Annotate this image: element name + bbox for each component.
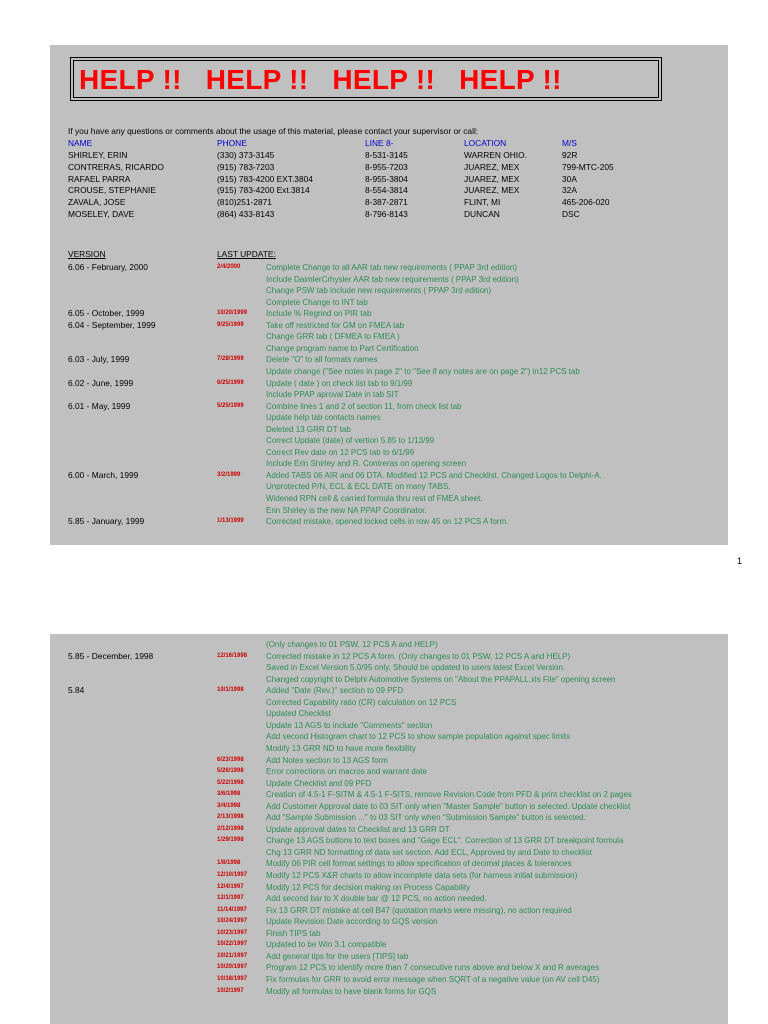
contact-cell: DSC [562,209,580,219]
update-date-cell: 1/8/1998 [217,860,241,867]
version-cell: 6.04 - September, 1999 [68,319,156,330]
contact-cell: (810)251-2871 [217,197,272,208]
update-date-cell: 10/24/1997 [217,918,248,925]
change-description-cell: Modify 12 PCS for decision making on Process Capability [266,882,471,892]
version-cell: 6.00 - March, 1999 [68,469,139,480]
contacts-column-header: LINE 8- [365,138,394,148]
change-description-cell: Delete "O" to all formats names [266,355,378,365]
version-cell: 5.84 [68,685,85,696]
change-description-cell: Include % Regrind on PIR tab [266,309,372,319]
update-date-cell: 7/28/1999 [217,356,244,363]
change-description-cell: Erin Shirley is the new NA PPAP Coordinator. [266,505,427,515]
contacts-column-header: PHONE [217,138,247,148]
last-update-header: LAST UPDATE: [217,249,276,259]
change-description-cell: Take off restricted for GM on FMEA tab [266,320,405,330]
change-description-cell: Update approval dates to Checklist and 13 GRR DT [266,824,450,834]
page-number: 1 [737,556,743,566]
update-date-cell: 1/29/1998 [217,837,244,844]
change-description-cell: Change PSW tab include new requirements ( PPAP 3rd edition) [266,286,492,296]
change-description-cell: (Only changes to 01 PSW, 12 PCS A and HELP) [266,640,438,649]
version-cell: 5.85 - January, 1999 [68,516,145,527]
contacts-column-header: M/S [562,138,577,148]
change-description-cell: Fix 13 GRR DT mistake at cell B47 (quotation marks were missing), no action required [266,905,572,915]
help-banner [70,57,662,101]
help-word: HELP !! [332,64,436,95]
help-word: HELP !! [79,64,182,95]
contact-cell: (864) 433-8143 [217,209,275,219]
update-date-cell: 2/4/2000 [217,264,241,270]
contacts-column-header: NAME [68,138,93,148]
change-description-cell: Modify 13 GRR ND to have more flexibility [266,743,416,753]
update-date-cell: 12/10/1997 [217,872,248,878]
contact-cell: 8-387-2871 [365,197,408,208]
change-description-cell: Deleted 13 GRR DT tab [266,424,351,434]
version-cell: 6.05 - October, 1999 [68,308,145,319]
change-description-cell: Change GRR tab ( DFMEA to FMEA ) [266,332,400,342]
change-description-cell: Update 13 AGS to include "Comments" section [266,720,433,730]
version-cell: 6.02 - June, 1999 [68,377,134,388]
contact-cell: JUAREZ, MEX [464,173,520,184]
change-description-cell: Change 13 AGS buttons to text boxes and "Gage ECL". Correction of 13 GRR DT breakpoint formula [266,836,624,846]
update-date-cell: 5/26/1998 [217,768,244,775]
update-date-cell: 10/23/1997 [217,929,248,936]
change-description-cell: Add general tips for the users [TIPS] tab [266,951,409,961]
change-description-cell: Update Revision Date according to GQS version [266,917,438,927]
contact-cell: DUNCAN [464,209,500,219]
version-cell: 6.06 - February, 2000 [68,262,148,272]
change-description-cell: Corrected mistake, opened locked cells in row 45 on 12 PCS A form. [266,517,509,527]
change-description-cell: Include DaimlerCrhysler AAR tab new requirements ( PPAP 3rd edition) [266,274,519,284]
contact-cell: 8-955-7203 [365,161,408,172]
update-date-cell: 10/20/1999 [217,310,248,317]
update-date-cell: 2/13/1998 [217,814,244,821]
contact-cell: (915) 783-7203 [217,161,275,172]
change-description-cell: Widened RPN cell & carried formula thru rest of FMEA sheet. [266,494,483,503]
change-description-cell: Include Erin Shirley and R. Contreras on opening screen [266,459,467,469]
contact-cell: JUAREZ, MEX [464,185,520,196]
change-description-cell: Add "Sample Submission ..." to 03 SIT only when "Submission Sample" button is selected. [266,813,586,823]
change-description-cell: Program 12 PCS to identify more than 7 consecutive runs above and below X and R averages [266,963,600,973]
change-description-cell: Creation of 4.5-1 F-SITM & 4.5-1 F-SITS, remove Revision Code from PFD & print checklist on 2 pages [266,790,632,800]
change-description-cell: Corrected mistake in 12 PCS A form. (Only changes to 01 PSW, 12 PCS A and HELP) [266,651,571,661]
spreadsheet-page-1 [50,45,728,545]
spreadsheet-page-2 [50,634,728,1024]
update-date-cell: 3/2/1999 [217,471,241,478]
contact-cell: 8-796-8143 [365,209,408,219]
change-description-cell: Modify all formulas to have blank forms for GQS [266,986,437,996]
change-description-cell: Added "Date (Rev.)" section to 09 PFD [266,686,404,696]
contact-cell: (330) 373-3145 [217,150,275,160]
update-date-cell: 5/25/1999 [217,402,244,409]
contact-cell: 8-955-3804 [365,173,408,184]
change-description-cell: Updated to be Win 3.1 compatible [266,940,387,950]
contact-cell: SHIRLEY, ERIN [68,150,128,160]
contact-cell: ZAVALA, JOSE [68,197,126,208]
change-description-cell: Correct Update (date) of vertion 5.85 to 1/13/99 [266,436,435,446]
update-date-cell: 1/13/1999 [217,518,244,525]
change-description-cell: Complete Change to INT tab [266,297,368,307]
update-date-cell: 10/22/1997 [217,941,248,948]
change-description-cell: Unprotected P/N, ECL & ECL DATE on many TABS. [266,482,451,492]
help-word: HELP !! [459,64,562,95]
change-description-cell: Changed copyright to Delphi Automotive Systems on "About the PPAPALL.xls File" opening screen [266,674,616,684]
version-header: VERSION [68,249,106,259]
change-description-cell: Include PPAP aproval Date in tab SIT [266,390,399,400]
help-word: HELP !! [205,64,309,95]
contact-cell: FLINT, MI [464,197,501,208]
change-description-cell: Finish TIPS tab [266,928,321,938]
update-date-cell: 5/22/1998 [217,779,244,786]
change-description-cell: Update ( date ) on check list tab to 9/1/99 [266,378,413,388]
contact-cell: 465-206-020 [562,197,610,208]
contacts-column-header: LOCATION [464,138,507,148]
change-description-cell: Add Notes section to 13 AGS form [266,755,388,765]
update-date-cell: 3/6/1998 [217,791,241,798]
update-date-cell: 10/1/1998 [217,687,244,694]
help-title [79,64,586,96]
change-description-cell: Corrected Capability ratio (CR) calculation on 12 PCS [266,697,457,707]
version-cell: 5.85 - December, 1998 [68,650,154,661]
change-description-cell: Add Customer Approval date to 03 SIT only when "Master Sample" button is selected. Update checklist [266,801,631,811]
contact-cell: 30A [562,173,577,184]
update-date-cell: 2/12/1998 [217,825,244,832]
update-date-cell: 12/1/1997 [217,895,244,902]
contact-cell: CONTRERAS, RICARDO [68,161,164,172]
version-cell: 6.01 - May, 1999 [68,400,131,411]
change-description-cell: Update help tab contacts names [266,413,381,423]
contact-cell: 8-531-3145 [365,150,408,160]
change-description-cell: Update Checklist and 09 PFD [266,778,372,788]
update-date-cell: 12/16/1998 [217,652,248,659]
change-description-cell: Error corrections on macros and warrant date [266,767,427,777]
contact-cell: RAFAEL PARRA [68,173,131,184]
contact-cell: MOSELEY, DAVE [68,209,135,219]
contact-cell: WARREN OHIO. [464,150,527,160]
change-description-cell: Chg 13 GRR ND formatting of data set section. Add ECL, Approved by and Date to checklist [266,847,592,857]
intro-text: If you have any questions or comments about the usage of this material, please contact your supervisor or call: [68,126,479,136]
update-date-cell: 10/21/1997 [217,952,248,959]
contact-cell: CROUSE, STEPHANIE [68,185,156,196]
contact-cell: (915) 783-4200 Ext.3814 [217,185,310,196]
change-description-cell: Updated Checklist [266,709,331,719]
contact-cell: JUAREZ, MEX [464,161,520,172]
change-description-cell: Add second Histogram chart to 12 PCS to show sample population against spec limits [266,732,571,742]
update-date-cell: 9/25/1999 [217,321,244,328]
update-date-cell: 6/25/1999 [217,379,244,386]
version-cell: 6.03 - July, 1999 [68,354,130,365]
update-date-cell: 10/20/1997 [217,964,248,971]
change-description-cell: Modify 06 PIR cell format settings to allow specification of decimal places & tolerances [266,859,572,869]
update-date-cell: 10/2/1997 [217,987,244,994]
change-description-cell: Saved in Excel Version 5.0/95 only. Should be updated to users latest Excel Version. [266,663,566,673]
update-date-cell: 12/4/1997 [217,883,244,890]
contact-cell: 32A [562,185,577,196]
update-date-cell: 11/14/1997 [217,906,247,913]
change-description-cell: Complete Change to all AAR tab new requirements ( PPAP 3rd edition) [266,263,517,272]
change-description-cell: Update change ("See notes in page 2" to "See if any notes are on page 2") in12 PCS tab [266,366,580,376]
change-description-cell: Change program name to Part Certification [266,343,419,353]
change-description-cell: Fix formulas for GRR to avoid error message when SQRT of a negative value (on AV cell D45) [266,974,600,984]
update-date-cell: 6/23/1998 [217,756,244,763]
change-description-cell: Modify 12 PCS X&R charts to allow incomplete data sets (for harness initial submission) [266,871,578,880]
update-date-cell: 10/18/1997 [217,975,248,982]
change-description-cell: Correct Rev date on 12 PCS tab to 6/1/99 [266,447,415,457]
contact-cell: 92R [562,150,578,160]
contact-cell: 8-554-3814 [365,185,408,196]
change-description-cell: Add second bar to X double bar @ 12 PCS, no action needed. [266,894,487,904]
contact-cell: 799-MTC-205 [562,161,614,172]
update-date-cell: 3/4/1998 [217,802,241,809]
change-description-cell: Combine lines 1 and 2 of section 11, from check list tab [266,401,462,411]
contact-cell: (915) 783-4200 EXT.3804 [217,173,313,184]
change-description-cell: Added TABS 06 AIR and 06 DTA. Modified 12 PCS and Checklist. Changed Logos to Delphi-A. [266,470,602,480]
